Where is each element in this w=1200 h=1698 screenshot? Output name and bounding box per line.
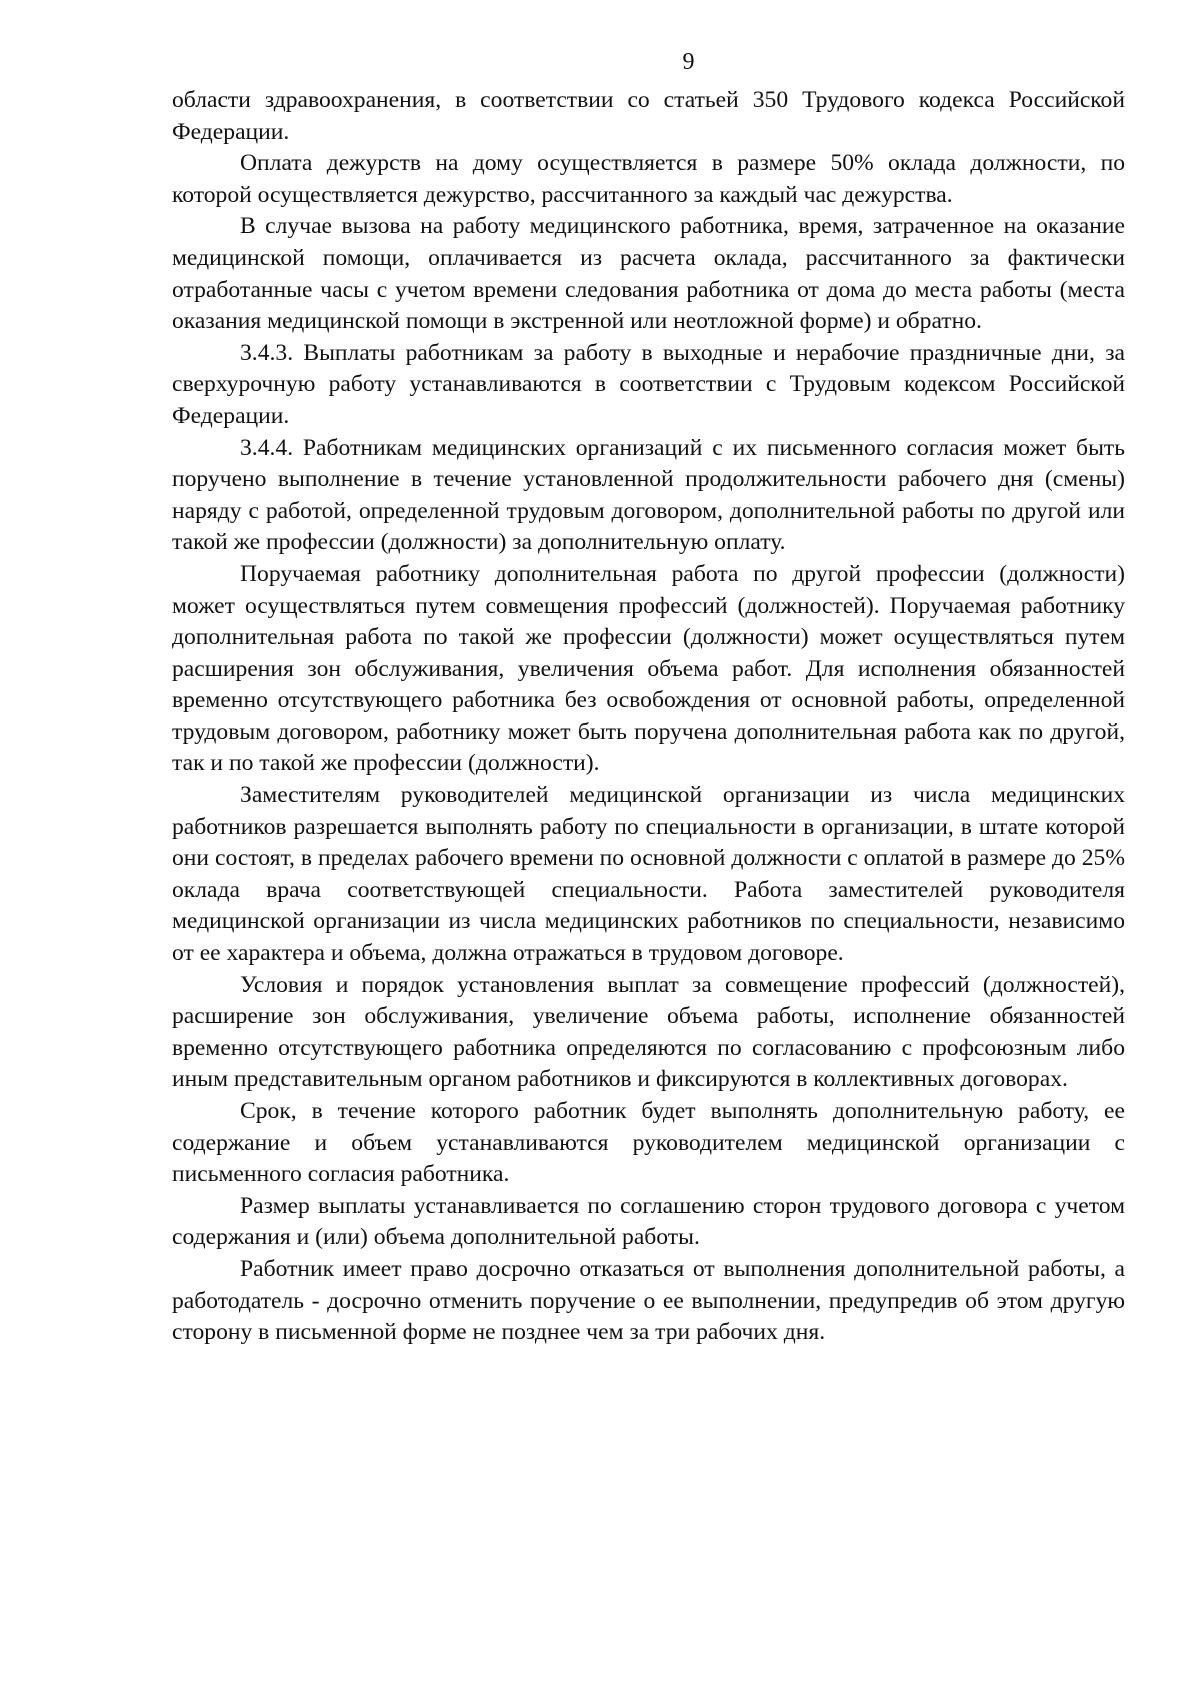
paragraph: Размер выплаты устанавливается по соглашению сторон трудового договора с учетом содержания и (или) объема дополнительной работы. bbox=[172, 1192, 1125, 1251]
paragraph: 3.4.4. Работникам медицинских организаций с их письменного согласия может быть поручено выполнение в течение установленной продолжительности рабочего дня (смены) наряду с работой, определенной трудовым договором, дополнительной работы по другой или такой же профессии (должности) за дополнительную оплату. bbox=[172, 434, 1125, 556]
document-body bbox=[172, 85, 1125, 1349]
page-number: 9 bbox=[682, 49, 695, 75]
paragraph: Условия и порядок установления выплат за совмещение профессий (должностей), расширение зон обслуживания, увеличение объема работы, исполнение обязанностей временно отсутствующего работника определяются по согласованию с профсоюзным либо иным представительным органом работников и фиксируются в коллективных договорах. bbox=[172, 971, 1125, 1093]
paragraph: В случае вызова на работу медицинского работника, время, затраченное на оказание медицинской помощи, оплачивается из расчета оклада, рассчитанного за фактически отработанные часы с учетом времени следования работника от дома до места работы (места оказания медицинской помощи в экстренной или неотложной форме) и обратно. bbox=[172, 213, 1125, 335]
paragraph: 3.4.3. Выплаты работникам за работу в выходные и нерабочие праздничные дни, за сверхурочную работу устанавливаются в соответствии с Трудовым кодексом Российской Федерации. bbox=[172, 339, 1125, 429]
paragraph: области здравоохранения, в соответствии со статьей 350 Трудового кодекса Российской Федерации. bbox=[172, 87, 1125, 145]
paragraph: Работник имеет право досрочно отказаться от выполнения дополнительной работы, а работодатель - досрочно отменить поручение о ее выполнении, предупредив об этом другую сторону в письменной форме не позднее чем за три рабочих дня. bbox=[172, 1255, 1125, 1346]
paragraph: Поручаемая работнику дополнительная работа по другой профессии (должности) может осуществляться путем совмещения профессий (должностей). Поручаемая работнику дополнительная работа по такой же профессии (должности) может осуществляться путем расширения зон обслуживания, увеличения объема работ. Для исполнения обязанностей временно отсутствующего работника без освобождения от основной работы, определенной трудовым договором, работнику может быть поручена дополнительная работа как по другой, так и по такой же профессии (должности). bbox=[172, 560, 1125, 777]
paragraph: Оплата дежурств на дому осуществляется в размере 50% оклада должности, по которой осуществляется дежурство, рассчитанного за каждый час дежурства. bbox=[172, 150, 1125, 208]
paragraph: Заместителям руководителей медицинской организации из числа медицинских работников разрешается выполнять работу по специальности в организации, в штате которой они состоят, в пределах рабочего времени по основной должности с оплатой в размере до 25% оклада врача соответствующей специальности. Работа заместителей руководителя медицинской организации из числа медицинских работников по специальности, независимо от ее характера и объема, должна отражаться в трудовом договоре. bbox=[172, 782, 1125, 967]
paragraph: Срок, в течение которого работник будет выполнять дополнительную работу, ее содержание и объем устанавливаются руководителем медицинской организации с письменного согласия работника. bbox=[172, 1098, 1125, 1188]
